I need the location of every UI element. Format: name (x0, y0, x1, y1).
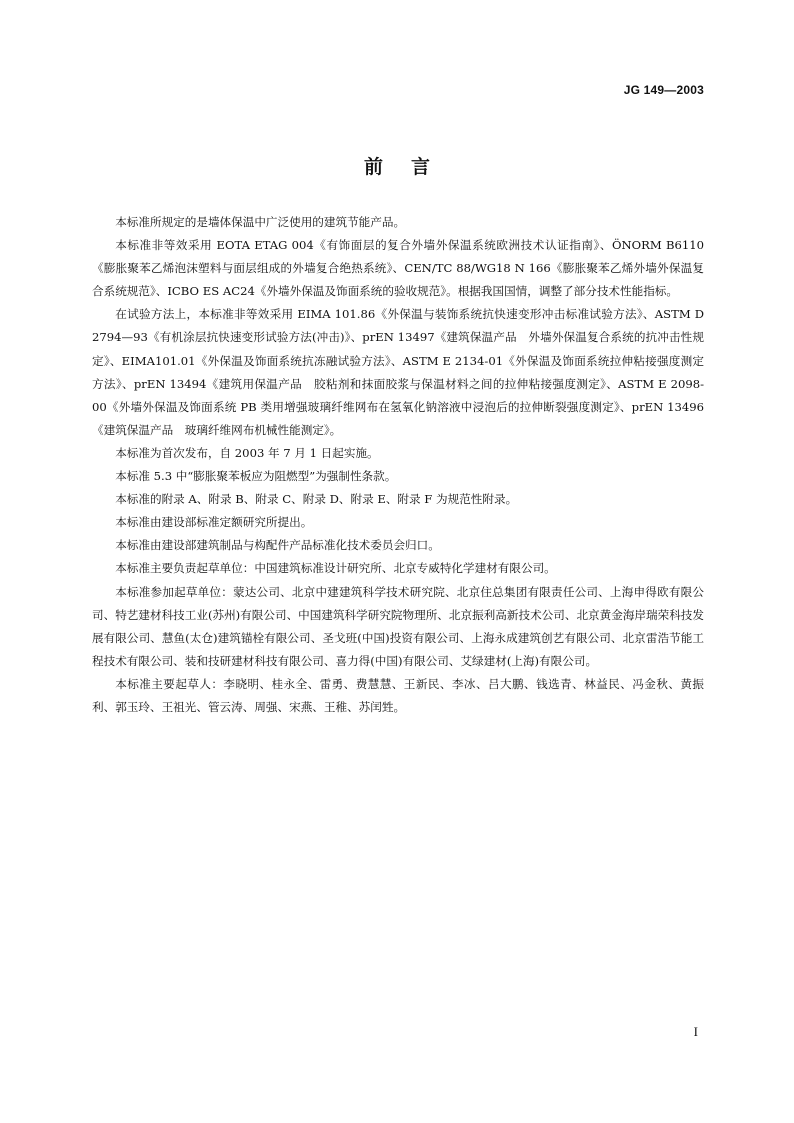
paragraph-intro: 本标准所规定的是墙体保温中广泛使用的建筑节能产品。 (115, 215, 406, 229)
paragraph-main-drafter: 本标准主要负责起草单位：中国建筑标准设计研究所、北京专威特化学建材有限公司。 (115, 561, 556, 576)
page-number: I (693, 1024, 698, 1039)
paragraph-effective-date: 本标准为首次发布，自 2003 年 7 月 1 日起实施。 (115, 445, 379, 460)
paragraph-test-methods: 在试验方法上，本标准非等效采用 EIMA 101.86《外保温与装饰系统抗快速变形冲击标准试验方法》、ASTM D 2794—93《有机涂层抗快速变形试验方法(冲击)》、prEN 13497《建筑保温产品 外墙外保温复合系统的抗冲击性规定》、EIMA101.01《外保温及饰面系统抗冻融试验方法》、ASTM E 2134-01《外保温及饰面系统拉伸粘接强度测定方法》、prEN 13494《建筑用保温产品 胶粘剂和抹面胶浆与保温材料之间的拉伸粘接强度测定》、ASTM E 2098-00《外墙外保温及饰面系统 PB 类用增强玻璃纤维网布在氢氧化钠溶液中浸泡后的拉伸断裂强度测定》、prEN 13496《建筑保温产品 玻璃纤维网布机械性能测定》。 (92, 307, 704, 437)
standard-code: JG 149—2003 (623, 83, 704, 97)
paragraph-administered-by: 本标准由建设部建筑制品与构配件产品标准化技术委员会归口。 (115, 538, 440, 553)
paragraph-proposed-by: 本标准由建设部标准定额研究所提出。 (115, 515, 313, 530)
foreword-body (92, 211, 704, 719)
paragraph-annexes: 本标准的附录 A、附录 B、附录 C、附录 D、附录 E、附录 F 为规范性附录。 (115, 492, 518, 507)
paragraph-participating-units: 本标准参加起草单位：蒙达公司、北京中建建筑科学技术研究院、北京住总集团有限责任公司、上海申得欧有限公司、特艺建材科技工业(苏州)有限公司、中国建筑科学研究院物理所、北京振利高新技术公司、北京黄金海岸瑞荣科技发展有限公司、慧鱼(太仓)建筑锚栓有限公司、圣戈班(中国)投资有限公司、上海永成建筑创艺有限公司、北京雷浩节能工程技术有限公司、装和技研建材科技有限公司、喜力得(中国)有限公司、艾绿建材(上海)有限公司。 (92, 584, 704, 668)
paragraph-main-drafters-names: 本标准主要起草人：李晓明、桂永全、雷勇、费慧慧、王新民、李冰、吕大鹏、钱选青、林益民、冯金秋、黄振利、郭玉玲、王祖光、管云涛、周强、宋燕、王稚、苏闰甡。 (92, 676, 704, 714)
page-title: 前言 (363, 156, 458, 178)
paragraph-mandatory-clause: 本标准 5.3 中“膨胀聚苯板应为阻燃型”为强制性条款。 (115, 469, 397, 484)
paragraph-adopted-standards: 本标准非等效采用 EOTA ETAG 004《有饰面层的复合外墙外保温系统欧洲技术认证指南》、ÖNORM B6110《膨胀聚苯乙烯泡沫塑料与面层组成的外墙复合绝热系统》、CEN/TC 88/WG18 N 166《膨胀聚苯乙烯外墙外保温复合系统规范》、ICBO ES AC24《外墙外保温及饰面系统的验收规范》。根据我国国情，调整了部分技术性能指标。 (92, 238, 704, 299)
